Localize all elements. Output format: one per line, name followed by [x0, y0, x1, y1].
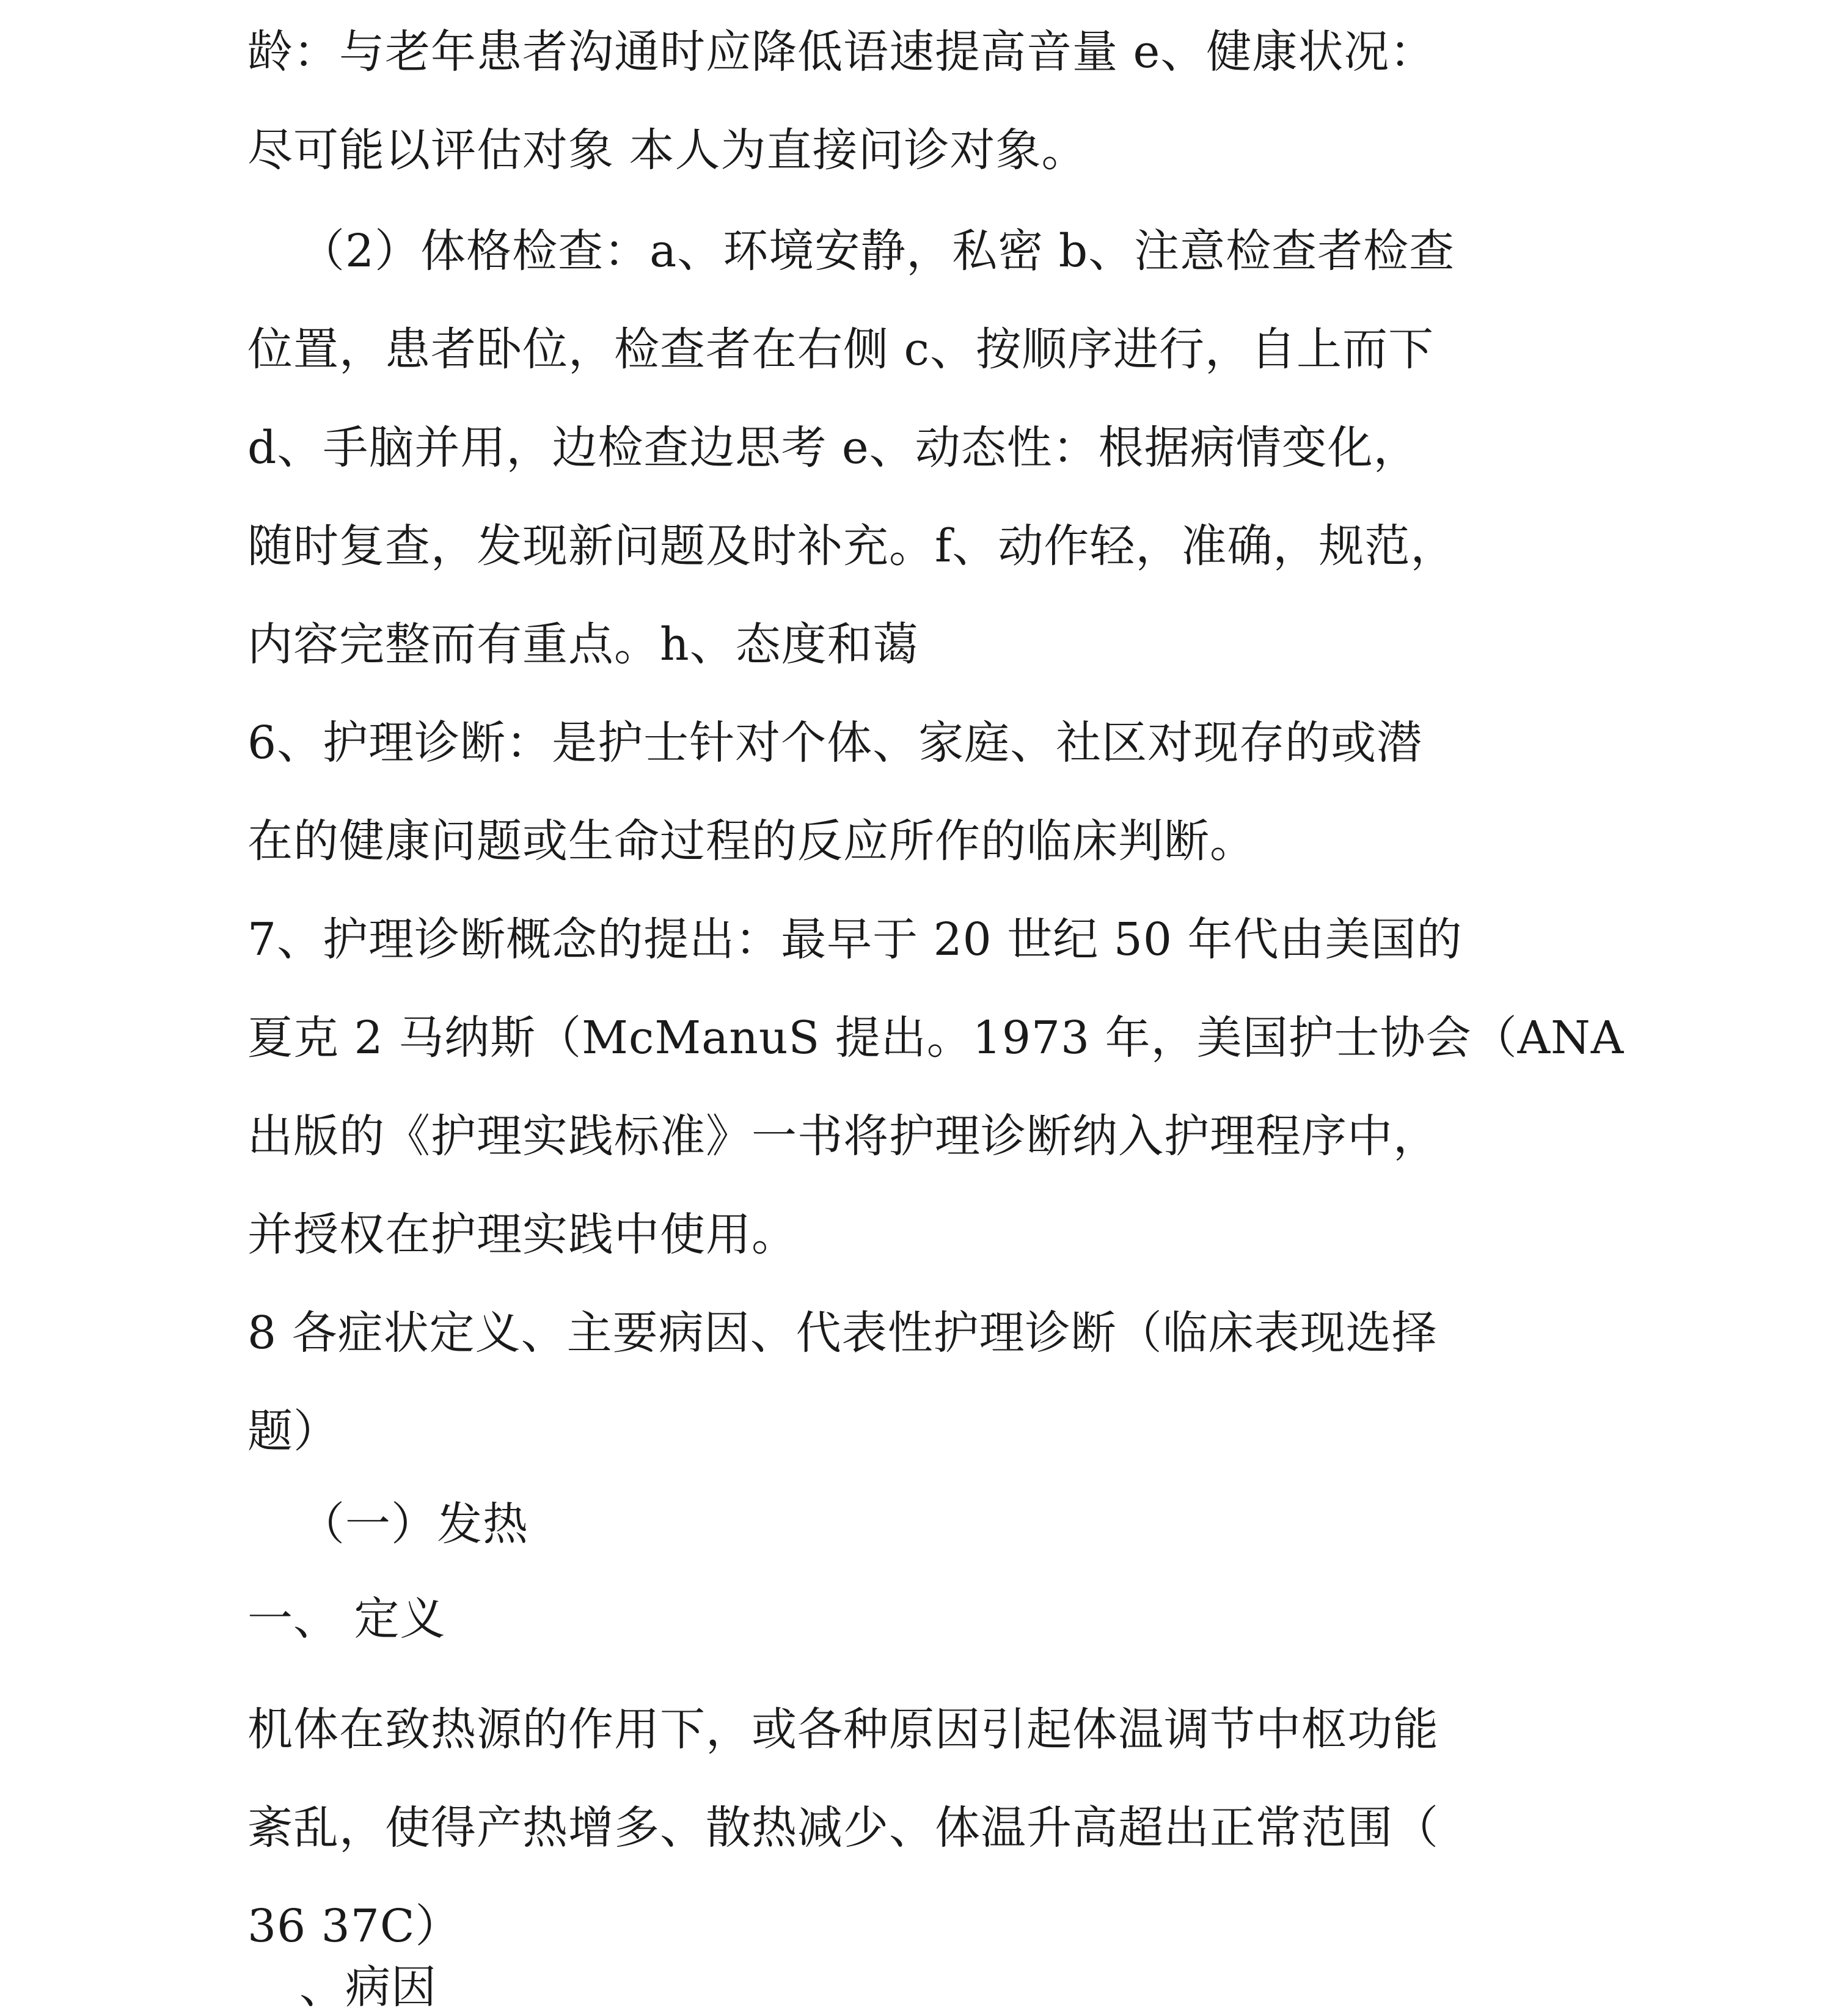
text-line-7: 内容完整而有重点。h、态度和蔼	[247, 618, 919, 671]
text-line-9: 在的健康问题或生命过程的反应所作的临床判断。	[247, 815, 1256, 867]
text-line-11: 夏克 2 马纳斯（McManuS 提出。1973 年，美国护士协会（ANA	[247, 1012, 1625, 1064]
text-line-6: 随时复查，发现新问题及时补充。f、动作轻，准确，规范，	[247, 520, 1457, 572]
subheading-cause: 、病因	[299, 1961, 437, 2014]
text-line-18: 机体在致热源的作用下，或各种原因引起体温调节中枢功能	[247, 1703, 1439, 1756]
text-line-10: 7、护理诊断概念的提出：最早于 20 世纪 50 年代由美国的	[247, 913, 1463, 966]
text-line-2: 尽可能以评估对象 本人为直接问诊对象。	[247, 124, 1088, 177]
text-line-3: （2）体格检查：a、环境安静，私密 b、注意检查者检查	[299, 225, 1455, 277]
text-line-8: 6、护理诊断：是护士针对个体、家庭、社区对现存的或潜	[247, 717, 1423, 769]
text-line-4: 位置，患者卧位，检查者在右侧 c、按顺序进行，自上而下	[247, 323, 1434, 376]
subheading-definition: 一、 定义	[247, 1593, 446, 1645]
text-line-12: 出版的《护理实践标准》一书将护理诊断纳入护理程序中，	[247, 1110, 1439, 1163]
text-line-1: 龄：与老年患者沟通时应降低语速提高音量 e、健康状况：	[247, 26, 1436, 78]
text-line-13: 并授权在护理实践中使用。	[247, 1208, 797, 1261]
text-line-20: 36 37C）	[247, 1900, 461, 1952]
text-line-19: 紊乱，使得产热增多、散热减少、体温升高超出正常范围（	[247, 1802, 1439, 1854]
section-heading-fever: （一）发热	[299, 1498, 528, 1550]
text-line-14: 8 各症状定义、主要病因、代表性护理诊断（临床表现选择	[247, 1307, 1438, 1359]
text-line-15: 题）	[247, 1405, 339, 1458]
text-line-5: d、手脑并用，边检查边思考 e、动态性：根据病情变化，	[247, 422, 1419, 474]
